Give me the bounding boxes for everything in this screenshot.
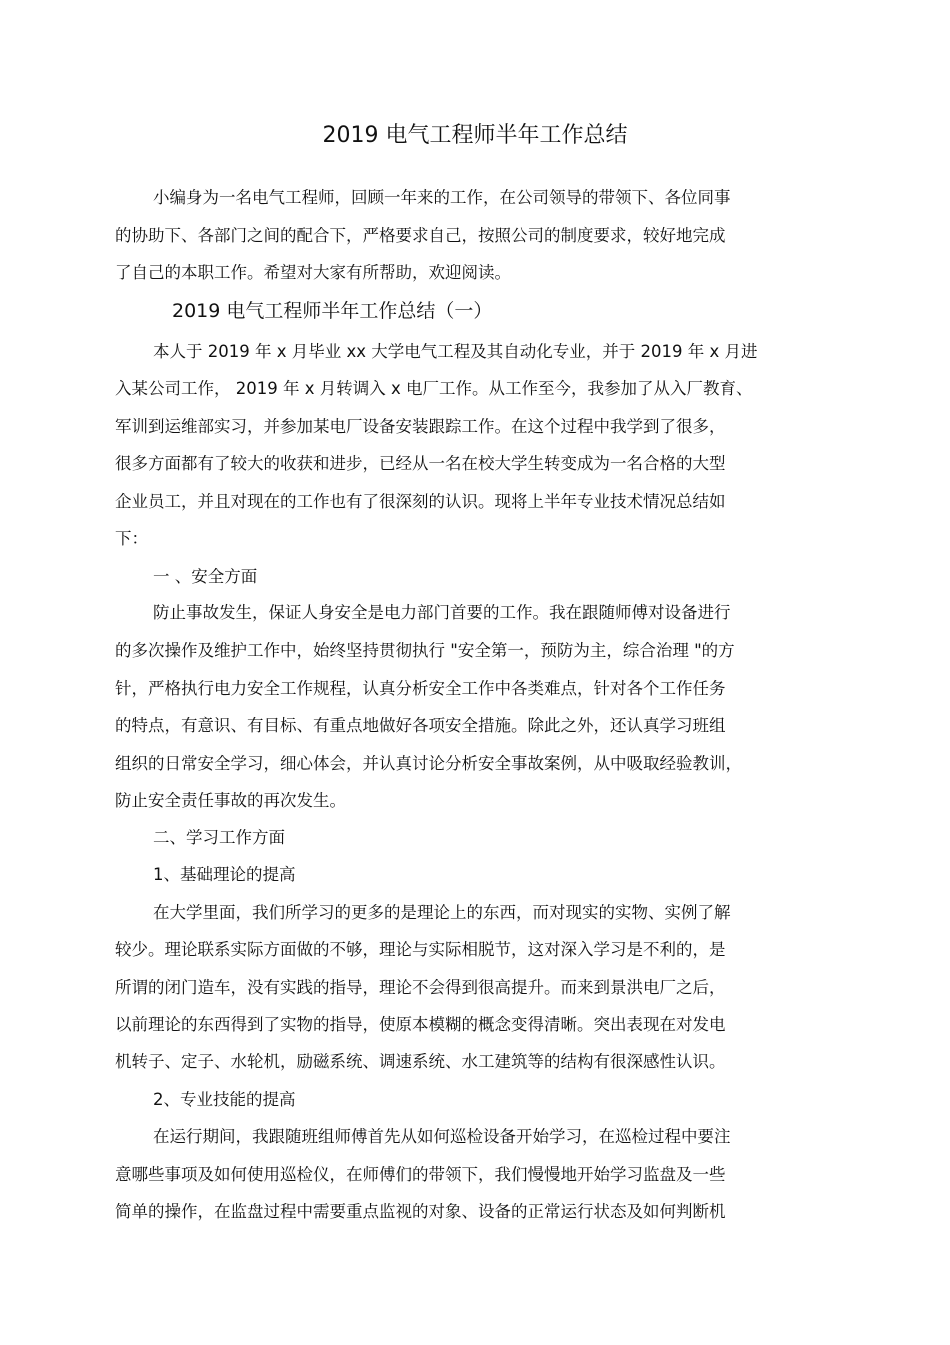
subheading: 二、学习工作方面: [153, 828, 285, 847]
text-line: 入某公司工作， 2019 年 x 月转调入 x 电厂工作。从工作至今，我参加了从入厂教育、: [115, 379, 753, 398]
text-line: 防止安全责任事故的再次发生。: [115, 791, 346, 810]
text-line: 所谓的闭门造车，没有实践的指导，理论不会得到很高提升。而来到景洪电厂之后，: [115, 978, 726, 997]
section-heading: 2019 电气工程师半年工作总结（一）: [172, 300, 493, 322]
text-line: 了自己的本职工作。希望对大家有所帮助，欢迎阅读。: [115, 263, 511, 282]
text-line: 的协助下、各部门之间的配合下，严格要求自己，按照公司的制度要求，较好地完成: [115, 226, 726, 245]
text-line: 在运行期间，我跟随班组师傅首先从如何巡检设备开始学习，在巡检过程中要注: [153, 1127, 731, 1146]
text-line: 很多方面都有了较大的收获和进步，已经从一名在校大学生转变成为一名合格的大型: [115, 454, 726, 473]
text-line: 的特点，有意识、有目标、有重点地做好各项安全措施。除此之外，还认真学习班组: [115, 716, 726, 735]
text-line: 机转子、定子、水轮机，励磁系统、调速系统、水工建筑等的结构有很深感性认识。: [115, 1052, 726, 1071]
text-line: 企业员工，并且对现在的工作也有了很深刻的认识。现将上半年专业技术情况总结如: [115, 492, 726, 511]
text-line: 意哪些事项及如何使用巡检仪，在师傅们的带领下，我们慢慢地开始学习监盘及一些: [115, 1165, 726, 1184]
subheading: 一 、安全方面: [153, 567, 258, 586]
text-line: 小编身为一名电气工程师，回顾一年来的工作，在公司领导的带领下、各位同事: [153, 188, 731, 207]
text-line: 的多次操作及维护工作中，始终坚持贯彻执行 "安全第一，预防为主，综合治理 "的方: [115, 641, 735, 660]
text-line: 简单的操作，在监盘过程中需要重点监视的对象、设备的正常运行状态及如何判断机: [115, 1202, 726, 1221]
text-line: 针，严格执行电力安全工作规程，认真分析安全工作中各类难点，针对各个工作任务: [115, 679, 726, 698]
text-line: 下：: [115, 529, 148, 548]
text-line: 防止事故发生，保证人身安全是电力部门首要的工作。我在跟随师傅对设备进行: [153, 603, 731, 622]
text-line: 较少。理论联系实际方面做的不够，理论与实际相脱节，这对深入学习是不利的，是: [115, 940, 726, 959]
subheading: 1、基础理论的提高: [153, 865, 296, 884]
text-line: 以前理论的东西得到了实物的指导，使原本模糊的概念变得清晰。突出表现在对发电: [115, 1015, 726, 1034]
document-title: 2019 电气工程师半年工作总结: [322, 123, 628, 148]
text-line: 本人于 2019 年 x 月毕业 xx 大学电气工程及其自动化专业，并于 2019 年 x 月进: [153, 342, 758, 361]
text-line: 在大学里面，我们所学习的更多的是理论上的东西，而对现实的实物、实例了解: [153, 903, 731, 922]
subheading: 2、专业技能的提高: [153, 1090, 296, 1109]
text-line: 组织的日常安全学习，细心体会，并认真讨论分析安全事故案例，从中吸取经验教训，: [115, 754, 742, 773]
text-line: 军训到运维部实习，并参加某电厂设备安装跟踪工作。在这个过程中我学到了很多，: [115, 417, 726, 436]
